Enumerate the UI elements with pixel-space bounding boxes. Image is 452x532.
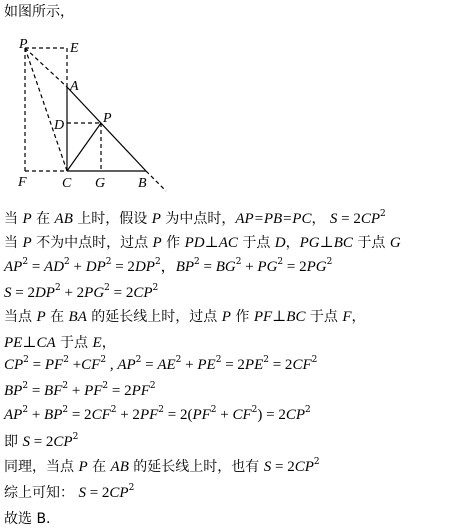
line-8-part: BP <box>4 383 23 399</box>
line-10-part: S <box>22 434 30 450</box>
line-9-part: + 2 <box>116 407 140 423</box>
line-2-part: ⊥ <box>204 235 219 251</box>
line-8-part: PF <box>131 383 150 399</box>
label-A: A <box>70 79 79 94</box>
line-7-part: PE <box>197 357 216 373</box>
line-8-part: PF <box>84 383 103 399</box>
line-3-part: DP <box>134 259 155 275</box>
line-9-part: PF <box>139 407 159 423</box>
line-7-part: AP <box>117 357 136 373</box>
line-11-part: = 2 <box>271 459 295 475</box>
line-7-part: = 2 <box>221 357 245 373</box>
line-1-part: AB <box>54 211 73 227</box>
line-6-part: ⊥ <box>22 335 37 351</box>
line-11-part: 在 <box>87 459 111 475</box>
line-4-part: PG <box>84 285 105 301</box>
geometry-figure <box>0 30 200 225</box>
line-9-part: PF <box>192 407 211 423</box>
solution-line-12 <box>4 482 134 503</box>
line-2-part: D <box>274 235 286 251</box>
line-2-part: G <box>389 235 401 251</box>
line-1-part: = 2 <box>337 211 361 227</box>
line-11-part: CP <box>294 459 314 475</box>
line-6-part: E <box>92 335 102 351</box>
line-10-part: = 2 <box>29 434 54 450</box>
line-3-part: 2 <box>277 257 284 267</box>
line-4-part: = 2 <box>109 285 134 301</box>
solution-line-13 <box>4 508 51 529</box>
line-7-part: 2 <box>175 355 182 365</box>
line-12-part: 综上可知： <box>4 485 79 501</box>
line-5-part: P <box>36 309 46 325</box>
line-3-part: 2 <box>22 257 29 267</box>
line-12-part: CP <box>109 485 129 501</box>
label-B: B <box>138 176 147 191</box>
line-10-part: CP <box>53 434 73 450</box>
line-9-part: + <box>216 407 233 423</box>
line-2-part: ⊥ <box>319 235 334 251</box>
line-3-part: DP <box>85 259 106 275</box>
line-3-part: + <box>69 259 86 275</box>
line-3-part: = <box>28 259 45 275</box>
line-1-part: 在 <box>31 211 55 227</box>
line-5-part: ， <box>351 309 366 325</box>
solution-line-8 <box>4 380 156 401</box>
line-7-part: 2 <box>100 355 107 365</box>
line-11-part: P <box>78 459 88 475</box>
line-7-part: AE <box>157 357 176 373</box>
line-5-part: 的延长线上时，过点 <box>86 309 222 325</box>
dashed-P-to-A <box>25 48 67 87</box>
line-10-part: 2 <box>72 432 79 442</box>
line-1-part: 当 <box>4 211 23 227</box>
segment-CP <box>67 123 101 171</box>
line-4-part: S <box>4 285 12 301</box>
line-3-part: 2 <box>105 257 112 267</box>
line-8-part: = 2 <box>108 383 132 399</box>
line-6-part: ， <box>101 335 116 351</box>
line-3-part: ， <box>160 259 176 275</box>
line-6-part: PE <box>4 335 23 351</box>
line-9-part: 2 <box>22 405 29 415</box>
line-4-part: + 2 <box>60 285 85 301</box>
line-11-part: S <box>263 459 272 475</box>
solution-line-1 <box>4 208 386 229</box>
line-5-part: 作 <box>230 309 254 325</box>
label-D: D <box>54 118 65 133</box>
line-11-part: 的延长线上时，也有 <box>128 459 264 475</box>
line-3-part: 2 <box>326 257 333 267</box>
dashed-P-to-C <box>25 48 67 171</box>
line-5-part: F <box>342 309 352 325</box>
line-9-part: 2 <box>110 405 117 415</box>
line-7-part: 2 <box>215 355 222 365</box>
line-3-part: = 2 <box>283 259 307 275</box>
line-3-part: = 2 <box>111 259 135 275</box>
line-2-part: 于点 <box>237 235 275 251</box>
line-2-part: 作 <box>161 235 185 251</box>
line-3-part: AD <box>44 259 65 275</box>
line-5-part: BA <box>68 309 87 325</box>
line-7-part: + <box>68 357 82 373</box>
line-9-part: BP <box>44 407 63 423</box>
line-9-part: 2 <box>62 405 69 415</box>
dashed-B-extension <box>146 171 166 191</box>
line-11-part: 同理，当点 <box>4 459 79 475</box>
line-1-part: P <box>22 211 32 227</box>
line-11-part: 2 <box>313 457 320 467</box>
label-G: G <box>95 176 106 191</box>
line-4-part: = 2 <box>11 285 35 301</box>
line-9-part: CF <box>91 407 111 423</box>
line-8-part: 2 <box>149 381 156 391</box>
line-4-part: DP <box>34 285 55 301</box>
solution-line-9 <box>4 404 311 425</box>
solution-line-2 <box>4 232 401 253</box>
solution-line-7 <box>4 354 317 375</box>
label-E: E <box>70 41 79 56</box>
line-9-part: AP <box>4 407 23 423</box>
line-2-part: PG <box>299 235 320 251</box>
line-7-part: + <box>181 357 198 373</box>
line-3-part: AP <box>4 259 23 275</box>
line-4-part: 2 <box>104 283 110 293</box>
line-4-part: 2 <box>54 283 61 293</box>
line-2-part: ， <box>285 235 300 251</box>
line-5-part: 在 <box>45 309 69 325</box>
line-4-part: 2 <box>152 283 159 293</box>
line-8-part: = <box>28 383 45 399</box>
line-5-part: P <box>221 309 231 325</box>
line-12-part: S <box>78 485 86 501</box>
label-P-mid: P <box>103 111 112 126</box>
line-5-part: ⊥ <box>272 309 287 325</box>
line-9-part: ) = 2 <box>257 407 286 423</box>
line-9-part: CP <box>285 407 306 423</box>
line-3-part: = <box>199 259 216 275</box>
line-4-part: CP <box>133 285 153 301</box>
line-9-part: CF <box>232 407 252 423</box>
line-7-part: PF <box>44 357 64 373</box>
line-3-part: PG <box>257 259 278 275</box>
label-C: C <box>62 176 72 191</box>
line-6-part: CA <box>36 335 56 351</box>
solution-line-11 <box>4 456 320 477</box>
solution-line-5 <box>4 306 366 327</box>
line-1-part: 为中点时， <box>160 211 236 227</box>
solution-line-6 <box>4 332 116 353</box>
line-3-part: 2 <box>194 257 200 267</box>
line-5-part: PF <box>253 309 273 325</box>
line-11-part: AB <box>110 459 129 475</box>
line-6-part: 于点 <box>55 335 93 351</box>
line-7-part: 2 <box>23 355 29 365</box>
line-1-part: P <box>151 211 161 227</box>
line-7-part: = <box>28 357 45 373</box>
line-7-part: CP <box>4 357 24 373</box>
line-8-part: 2 <box>102 381 109 391</box>
line-3-part: + <box>241 259 258 275</box>
line-7-part: = <box>141 357 158 373</box>
line-1-part: 上时，假设 <box>72 211 152 227</box>
line-9-part: 2 <box>305 405 311 415</box>
line-3-part: BG <box>215 259 236 275</box>
line-7-part: CF <box>81 357 101 373</box>
line-9-part: 2 <box>210 405 217 415</box>
line-3-part: PG <box>306 259 327 275</box>
line-7-part: 2 <box>63 355 69 365</box>
solution-line-3 <box>4 256 332 277</box>
line-8-part: 2 <box>22 381 29 391</box>
line-1-part: S <box>329 211 338 227</box>
line-8-part: + <box>68 383 85 399</box>
line-3-part: 2 <box>64 257 70 267</box>
line-2-part: P <box>152 235 162 251</box>
line-3-part: BP <box>175 259 195 275</box>
line-2-part: BC <box>333 235 353 251</box>
line-5-part: 当点 <box>4 309 37 325</box>
line-8-part: BF <box>44 383 63 399</box>
line-1-part: AP=PB=PC <box>235 211 312 227</box>
line-7-part: , <box>106 357 118 373</box>
line-5-part: BC <box>286 309 306 325</box>
intro-text: 如图所示， <box>4 4 74 20</box>
line-7-part: 2 <box>135 355 142 365</box>
label-P-top: P <box>19 37 28 52</box>
line-9-part: 2 <box>158 405 164 415</box>
line-9-part: = 2 <box>68 407 92 423</box>
line-12-part: 2 <box>128 483 135 493</box>
line-12-part: = 2 <box>85 485 110 501</box>
line-9-part: + <box>28 407 45 423</box>
segment-AB <box>67 87 146 171</box>
line-1-part: 2 <box>380 209 386 219</box>
line-9-part: 2 <box>251 405 258 415</box>
line-2-part: 于点 <box>352 235 390 251</box>
line-2-part: PD <box>184 235 205 251</box>
line-7-part: 2 <box>263 355 269 365</box>
line-13-part: 故选 B. <box>4 511 51 527</box>
line-5-part: 于点 <box>305 309 343 325</box>
line-10-part: 即 <box>4 434 23 450</box>
line-2-part: 当 <box>4 235 23 251</box>
line-7-part: CF <box>292 357 312 373</box>
line-2-part: AC <box>218 235 238 251</box>
line-2-part: 不为中点时，过点 <box>31 235 153 251</box>
line-1-part: CP <box>360 211 381 227</box>
solution-line-10 <box>4 431 78 452</box>
line-9-part: = 2( <box>164 407 193 423</box>
line-7-part: PE <box>244 357 264 373</box>
line-7-part: 2 <box>311 355 318 365</box>
line-1-part: ， <box>311 211 330 227</box>
line-3-part: 2 <box>154 257 161 267</box>
line-7-part: = 2 <box>268 357 293 373</box>
solution-line-4 <box>4 282 158 303</box>
line-3-part: 2 <box>235 257 242 267</box>
label-F: F <box>18 175 27 190</box>
line-2-part: P <box>22 235 32 251</box>
line-8-part: 2 <box>62 381 69 391</box>
